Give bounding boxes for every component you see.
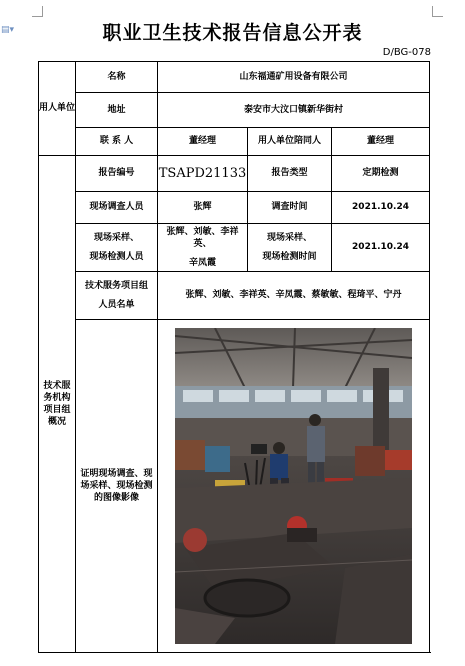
team-value: 张辉、刘敏、李祥英、辛凤霞、蔡敏敏、程琦平、宁丹	[158, 272, 430, 320]
report-no-label: 报告编号	[76, 156, 158, 192]
sampling-time-label-line1: 现场采样、	[266, 232, 312, 243]
contact-value: 董经理	[158, 128, 248, 156]
sampling-time-value: 2021.10.24	[332, 224, 430, 272]
document-number: D/BG-078	[382, 47, 431, 58]
evidence-section-label: 证明现场调查、现场采样、现场检测的图像影像	[76, 320, 158, 653]
sampling-time-label	[248, 224, 332, 272]
name-value: 山东福通矿用设备有限公司	[158, 62, 430, 93]
sampling-staff-label-line2: 现场检测人员	[89, 252, 144, 262]
sampling-staff-label	[76, 224, 158, 272]
sampling-staff-label-line1: 现场采样、	[93, 232, 139, 243]
address-value: 泰安市大汶口镇新华街村	[158, 93, 430, 128]
page-title: 职业卫生技术报告信息公开表	[102, 22, 363, 44]
document-side-icon: ▤▾	[1, 25, 15, 35]
team-label-line1: 技术服务项目组	[84, 280, 148, 291]
service-section-label: 技术服务机构项目组概况	[39, 156, 76, 653]
investigation-time-label: 调查时间	[248, 192, 332, 224]
report-type-label: 报告类型	[248, 156, 332, 192]
margin-corner-mark	[432, 6, 443, 17]
sampling-staff-value-line1: 张辉、刘敏、李祥英、	[166, 226, 239, 249]
name-label: 名称	[76, 62, 158, 93]
margin-corner-mark	[32, 6, 43, 17]
contact-label: 联 系 人	[76, 128, 158, 156]
sampling-time-label-line2: 现场检测时间	[262, 252, 317, 262]
report-type-value: 定期检测	[332, 156, 430, 192]
investigator-label: 现场调查人员	[76, 192, 158, 224]
evidence-photo-cell	[158, 320, 430, 653]
investigation-time-value: 2021.10.24	[332, 192, 430, 224]
team-label-line2: 人员名单	[98, 300, 135, 310]
escort-label: 用人单位陪同人	[248, 128, 332, 156]
team-label	[76, 272, 158, 320]
disclosure-table	[38, 61, 430, 653]
address-label: 地址	[76, 93, 158, 128]
report-no-value: TSAPD21133	[158, 156, 248, 192]
employer-section-label: 用人单位	[39, 62, 76, 156]
escort-value: 董经理	[332, 128, 430, 156]
factory-workshop-photo	[175, 328, 412, 644]
sampling-staff-value-line2: 辛凤霞	[188, 258, 216, 269]
sampling-staff-value	[158, 224, 248, 272]
investigator-value: 张辉	[158, 192, 248, 224]
